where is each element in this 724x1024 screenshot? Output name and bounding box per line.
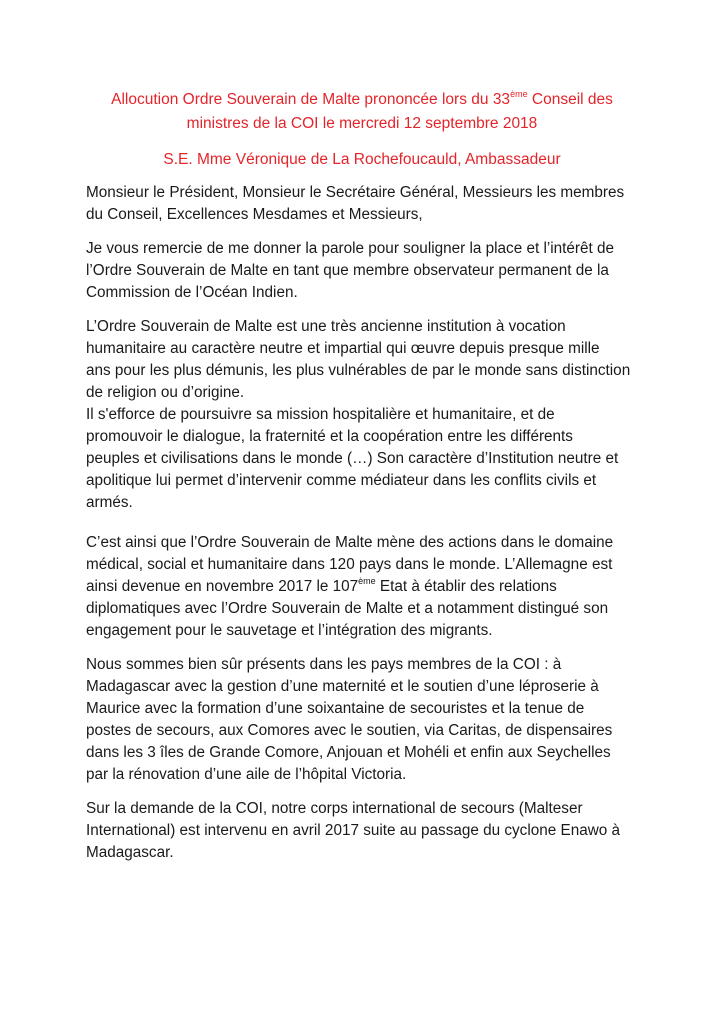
text-line: Commission de l’Océan Indien. <box>86 284 298 301</box>
text-line: promouvoir le dialogue, la fraternité et la coopération entre les différents <box>86 428 573 445</box>
document-body <box>86 182 646 876</box>
title-line-1 <box>60 88 664 112</box>
text-line: ans pour les plus démunis, les plus vulnérables de par le monde sans distinction <box>86 362 631 379</box>
paragraph-mission <box>86 404 646 514</box>
text-line: l’Ordre Souverain de Malte en tant que membre observateur permanent de la <box>86 262 609 279</box>
text-line: Monsieur le Président, Monsieur le Secrétaire Général, Messieurs les membres <box>86 184 625 201</box>
text-line: Madagascar avec la gestion d’une maternité et le soutien d’une léproserie à <box>86 678 599 695</box>
ordinal-superscript: ème <box>358 575 376 586</box>
text-line: Madagascar. <box>86 844 174 861</box>
title-line-1-end: Conseil des <box>527 91 613 108</box>
paragraph-coi-members <box>86 654 646 786</box>
text-line: engagement pour le sauvetage et l’intégration des migrants. <box>86 622 493 639</box>
text-line-end: Etat à établir des relations <box>375 578 557 595</box>
text-line: Maurice avec la formation d’une soixantaine de secouristes et la tenue de <box>86 700 585 717</box>
text-line: Nous sommes bien sûr présents dans les pays membres de la COI : à <box>86 656 562 673</box>
text-line: armés. <box>86 494 133 511</box>
document-title <box>60 88 664 136</box>
text-line: par la rénovation d’une aile de l’hôpital Victoria. <box>86 766 407 783</box>
text-line: L’Ordre Souverain de Malte est une très ancienne institution à vocation <box>86 318 566 335</box>
text-line: médical, social et humanitaire dans 120 pays dans le monde. L’Allemagne est <box>86 556 613 573</box>
text-line: peuples et civilisations dans le monde (…) Son caractère d’Institution neutre et <box>86 450 619 467</box>
title-ordinal-superscript: ème <box>510 88 528 99</box>
text-line: Je vous remercie de me donner la parole pour souligner la place et l’intérêt de <box>86 240 615 257</box>
paragraph-institution <box>86 316 646 404</box>
text-line: postes de secours, aux Comores avec le soutien, via Caritas, de dispensaires <box>86 722 613 739</box>
text-line: C’est ainsi que l’Ordre Souverain de Malte mène des actions dans le domaine <box>86 534 614 551</box>
paragraph-actions <box>86 532 646 642</box>
text-line <box>86 576 646 598</box>
text-line-start: ainsi devenue en novembre 2017 le 107 <box>86 578 359 595</box>
text-line: de religion ou d’origine. <box>86 384 245 401</box>
text-line: diplomatiques avec l’Ordre Souverain de Malte et a notamment distingué son <box>86 600 609 617</box>
document-subtitle: S.E. Mme Véronique de La Rochefoucauld, Ambassadeur <box>163 151 561 168</box>
text-line: apolitique lui permet d’intervenir comme médiateur dans les conflits civils et <box>86 472 597 489</box>
text-line: humanitaire au caractère neutre et impartial qui œuvre depuis presque mille <box>86 340 600 357</box>
text-line: International) est intervenu en avril 2017 suite au passage du cyclone Enawo à <box>86 822 621 839</box>
paragraph-malteser <box>86 798 646 864</box>
text-line: dans les 3 îles de Grande Comore, Anjouan et Mohéli et enfin aux Seychelles <box>86 744 611 761</box>
text-line: du Conseil, Excellences Mesdames et Messieurs, <box>86 206 423 223</box>
title-line-1-text: Allocution Ordre Souverain de Malte prononcée lors du 33 <box>111 91 511 108</box>
text-line: Sur la demande de la COI, notre corps international de secours (Malteser <box>86 800 583 817</box>
title-line-2: ministres de la COI le mercredi 12 septembre 2018 <box>186 115 538 132</box>
paragraph-salutation <box>86 182 646 226</box>
paragraph-thanks <box>86 238 646 304</box>
text-line: Il s'efforce de poursuivre sa mission hospitalière et humanitaire, et de <box>86 406 555 423</box>
